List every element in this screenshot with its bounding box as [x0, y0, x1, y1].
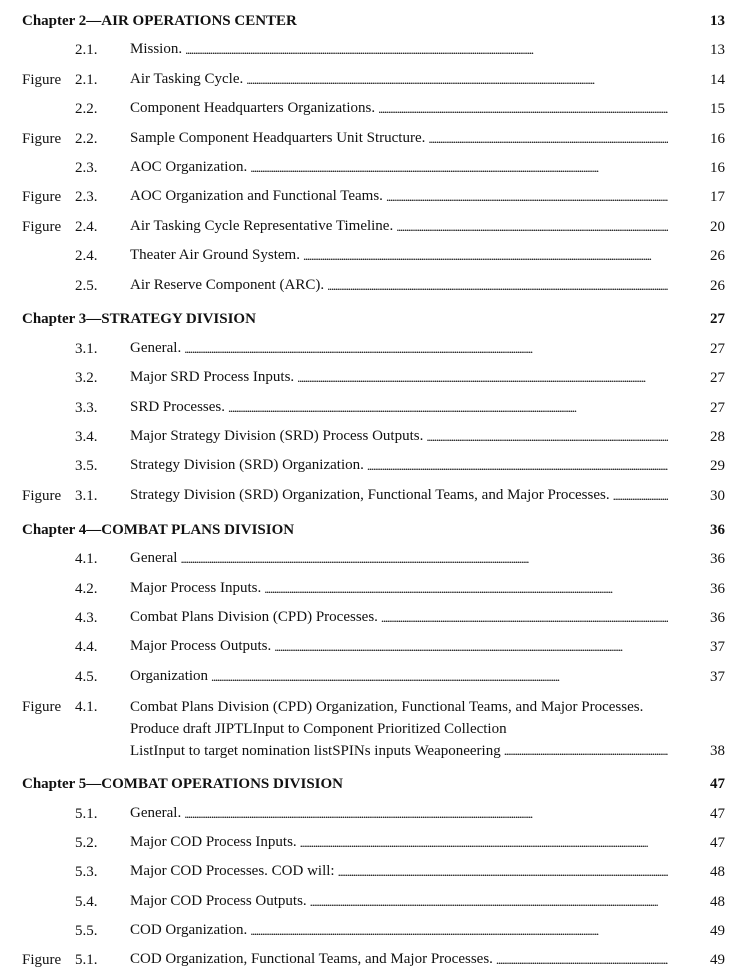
dot-leader [310, 887, 668, 917]
page-number[interactable]: 37 [710, 639, 725, 656]
entry-number: 5.1. [75, 952, 98, 969]
entry-title[interactable]: Major Process Inputs. [130, 579, 262, 596]
page-number[interactable]: 16 [710, 130, 725, 147]
chapter-title[interactable]: Chapter 4—COMBAT PLANS DIVISION [22, 521, 295, 538]
entry-number: 4.5. [75, 668, 98, 685]
page-number[interactable]: 30 [710, 487, 725, 504]
toc-entry-section[interactable] [22, 917, 725, 946]
toc-entry-body [130, 422, 668, 452]
toc-entry-body [130, 35, 668, 65]
toc-entry-figure[interactable] [22, 947, 725, 976]
toc-entry-body [130, 574, 668, 604]
entry-title[interactable]: General. [130, 339, 182, 356]
toc-entry-body [22, 305, 668, 334]
toc-entry-body [130, 916, 668, 946]
entry-title[interactable]: Major Process Outputs. [130, 638, 272, 655]
toc-entry-body [22, 7, 668, 36]
entry-number: 5.4. [75, 893, 98, 910]
page-number[interactable]: 48 [710, 864, 725, 881]
entry-title[interactable]: Strategy Division (SRD) Organization. [130, 457, 364, 474]
toc-entry-section[interactable] [22, 242, 725, 271]
entry-title[interactable]: Sample Component Headquarters Unit Structure. [130, 129, 426, 146]
entry-title[interactable]: Air Reserve Component (ARC). [130, 276, 325, 293]
dot-leader [264, 574, 668, 604]
page-number[interactable]: 27 [710, 370, 725, 387]
toc-entry-section[interactable] [22, 154, 725, 183]
toc-entry-body [130, 393, 668, 423]
toc-entry-section[interactable] [22, 335, 725, 364]
toc-entry-figure[interactable] [22, 692, 725, 765]
toc-entry-body [130, 124, 668, 154]
dot-leader [180, 544, 668, 574]
toc-entry-body [130, 451, 668, 481]
page-number[interactable]: 26 [710, 277, 725, 294]
toc-entry-body [130, 696, 668, 762]
chapter-title[interactable]: Chapter 2—AIR OPERATIONS CENTER [22, 12, 297, 29]
entry-title[interactable]: Component Headquarters Organizations. [130, 100, 376, 117]
toc-entry-section[interactable] [22, 888, 725, 917]
entry-number: 2.4. [75, 218, 98, 235]
toc-entry-body [130, 632, 668, 662]
toc-entry-figure[interactable] [22, 213, 725, 242]
dot-leader [211, 662, 668, 692]
entry-title[interactable]: Strategy Division (SRD) Organization, Functional Teams, and Major Processes. [130, 486, 610, 503]
entry-number: 3.5. [75, 458, 98, 475]
entry-title[interactable]: Air Tasking Cycle. [130, 70, 244, 87]
entry-title[interactable]: Major COD Process Inputs. [130, 833, 297, 850]
entry-number: 4.1. [75, 699, 98, 716]
dot-leader [228, 393, 668, 423]
dot-leader [381, 603, 668, 633]
page-number[interactable]: 36 [710, 580, 725, 597]
toc-entry-body [130, 603, 668, 633]
page-number[interactable]: 26 [710, 248, 725, 265]
toc-entry-section[interactable] [22, 394, 725, 423]
entry-title[interactable]: General [130, 550, 178, 567]
toc-entry-section[interactable] [22, 545, 725, 574]
entry-label: Figure [22, 487, 62, 504]
entry-title-last-line [130, 740, 668, 762]
entry-number: 4.2. [75, 580, 98, 597]
toc-entry-body [130, 828, 668, 858]
toc-entry-chapter[interactable] [22, 516, 725, 545]
page-number[interactable]: 28 [710, 429, 725, 446]
page-number[interactable]: 36 [710, 609, 725, 626]
entry-title[interactable]: Major Strategy Division (SRD) Process Outputs. [130, 428, 424, 445]
toc-entry-section[interactable] [22, 633, 725, 662]
toc-entry-body [130, 857, 668, 887]
entry-label: Figure [22, 189, 62, 206]
dot-leader [300, 828, 668, 858]
toc-entry-body [130, 799, 668, 829]
dot-leader [303, 241, 668, 271]
dot-leader [246, 65, 668, 95]
entry-number: 2.2. [75, 101, 98, 118]
entry-title[interactable]: Organization [130, 667, 209, 684]
entry-title[interactable]: Major COD Process Outputs. [130, 892, 307, 909]
page-number[interactable]: 47 [710, 805, 725, 822]
dot-leader [396, 212, 668, 242]
dot-leader [367, 451, 668, 481]
toc-entry-chapter[interactable] [22, 7, 725, 36]
dot-leader [378, 94, 668, 124]
entry-number: 2.4. [75, 248, 98, 265]
entry-number: 3.2. [75, 370, 98, 387]
page-number[interactable]: 47 [710, 834, 725, 851]
dot-leader [250, 916, 668, 946]
toc-entry-section[interactable] [22, 604, 725, 633]
entry-label: Figure [22, 71, 62, 88]
page-number[interactable]: 36 [710, 521, 725, 538]
entry-number: 2.1. [75, 71, 98, 88]
entry-number: 3.3. [75, 399, 98, 416]
toc-entry-figure[interactable] [22, 125, 725, 154]
entry-label: Figure [22, 699, 62, 716]
entry-number: 5.2. [75, 834, 98, 851]
entry-number: 3.1. [75, 340, 98, 357]
page-number[interactable]: 15 [710, 101, 725, 118]
toc-entry-body [130, 241, 668, 271]
dot-leader [338, 857, 668, 887]
toc-entry-section[interactable] [22, 364, 725, 393]
page-number[interactable]: 13 [710, 12, 725, 29]
toc-entry-body [130, 363, 668, 393]
page-number[interactable]: 20 [710, 218, 725, 235]
dot-leader [428, 124, 668, 154]
toc-entry-body [130, 212, 668, 242]
dot-leader [613, 481, 668, 511]
dot-leader [386, 182, 668, 212]
page-number[interactable]: 17 [710, 189, 725, 206]
page-number[interactable]: 27 [710, 340, 725, 357]
toc-entry-figure[interactable] [22, 66, 725, 95]
entry-number: 5.3. [75, 864, 98, 881]
entry-number: 2.2. [75, 130, 98, 147]
page-number[interactable]: 48 [710, 893, 725, 910]
entry-title[interactable]: AOC Organization and Functional Teams. [130, 188, 383, 205]
toc-entry-body [130, 65, 668, 95]
entry-title[interactable]: SRD Processes. [130, 398, 226, 415]
toc-entry-body [22, 516, 668, 545]
toc-entry-body [130, 153, 668, 183]
entry-title-continued[interactable]: ListInput to target nomination listSPINs inputs Weaponeering [130, 743, 501, 760]
dot-leader [274, 632, 668, 662]
toc-entry-section[interactable] [22, 423, 725, 452]
toc-entry-body [130, 182, 668, 212]
page-number[interactable]: 13 [710, 42, 725, 59]
toc-entry-body [130, 94, 668, 124]
dot-leader [496, 945, 668, 975]
toc-entry-section[interactable] [22, 858, 725, 887]
toc-entry-section[interactable] [22, 800, 725, 829]
entry-number: 5.1. [75, 805, 98, 822]
toc-entry-section[interactable] [22, 575, 725, 604]
chapter-title[interactable]: Chapter 5—COMBAT OPERATIONS DIVISION [22, 776, 344, 793]
page-number[interactable]: 36 [710, 551, 725, 568]
toc-entry-section[interactable] [22, 829, 725, 858]
entry-title[interactable]: AOC Organization. [130, 158, 248, 175]
entry-label: Figure [22, 218, 62, 235]
toc-entry-body [130, 334, 668, 364]
entry-title[interactable]: Major COD Processes. COD will: [130, 863, 335, 880]
page-number[interactable]: 38 [710, 743, 725, 760]
dot-leader [184, 334, 668, 364]
page-number[interactable]: 27 [710, 399, 725, 416]
toc-entry-body [130, 481, 668, 511]
page-number[interactable]: 37 [710, 668, 725, 685]
entry-number: 2.3. [75, 189, 98, 206]
page-number[interactable]: 27 [710, 311, 725, 328]
toc-entry-figure[interactable] [22, 482, 725, 511]
entry-number: 2.3. [75, 159, 98, 176]
page-number[interactable]: 49 [710, 952, 725, 969]
entry-number: 3.1. [75, 487, 98, 504]
dot-leader [184, 799, 668, 829]
chapter-title[interactable]: Chapter 3—STRATEGY DIVISION [22, 311, 256, 328]
entry-number: 4.4. [75, 639, 98, 656]
entry-title[interactable]: COD Organization. [130, 922, 248, 939]
entry-title[interactable]: COD Organization, Functional Teams, and Major Processes. [130, 951, 493, 968]
entry-title[interactable]: Air Tasking Cycle Representative Timeline. [130, 217, 394, 234]
page-number[interactable]: 14 [710, 71, 725, 88]
toc-entry-body [130, 945, 668, 975]
toc-entry-section[interactable] [22, 36, 725, 65]
entry-title[interactable]: Combat Plans Division (CPD) Processes. [130, 608, 378, 625]
toc-entry-body [130, 271, 668, 301]
entry-title[interactable]: Mission. [130, 41, 183, 58]
toc-entry-body [130, 887, 668, 917]
entry-number: 2.5. [75, 277, 98, 294]
toc-entry-chapter[interactable] [22, 306, 725, 335]
dot-leader [504, 740, 668, 762]
entry-number: 2.1. [75, 42, 98, 59]
entry-number: 3.4. [75, 429, 98, 446]
table-of-contents [22, 7, 725, 976]
page-number[interactable]: 47 [710, 776, 725, 793]
toc-entry-body [130, 662, 668, 692]
toc-entry-section[interactable] [22, 272, 725, 301]
page-number[interactable]: 29 [710, 458, 725, 475]
dot-leader [250, 153, 668, 183]
toc-entry-body [130, 544, 668, 574]
toc-entry-section[interactable] [22, 95, 725, 124]
toc-entry-chapter[interactable] [22, 770, 725, 799]
toc-entry-figure[interactable] [22, 183, 725, 212]
entry-title[interactable]: Combat Plans Division (CPD) Organization, Functional Teams, and Major Processes. Produce draft JIPTLInput to Component Prioritized Collection [130, 699, 644, 738]
dot-leader [426, 422, 668, 452]
toc-entry-section[interactable] [22, 452, 725, 481]
dot-leader [297, 363, 668, 393]
entry-title[interactable]: General. [130, 804, 182, 821]
entry-number: 4.3. [75, 609, 98, 626]
toc-entry-body [22, 770, 668, 799]
dot-leader [185, 35, 668, 65]
entry-title[interactable]: Major SRD Process Inputs. [130, 369, 295, 386]
entry-label: Figure [22, 952, 62, 969]
page-number[interactable]: 16 [710, 159, 725, 176]
entry-label: Figure [22, 130, 62, 147]
dot-leader [327, 271, 668, 301]
page-number[interactable]: 49 [710, 923, 725, 940]
entry-title[interactable]: Theater Air Ground System. [130, 247, 300, 264]
entry-number: 5.5. [75, 923, 98, 940]
toc-entry-section[interactable] [22, 663, 725, 692]
entry-number: 4.1. [75, 551, 98, 568]
